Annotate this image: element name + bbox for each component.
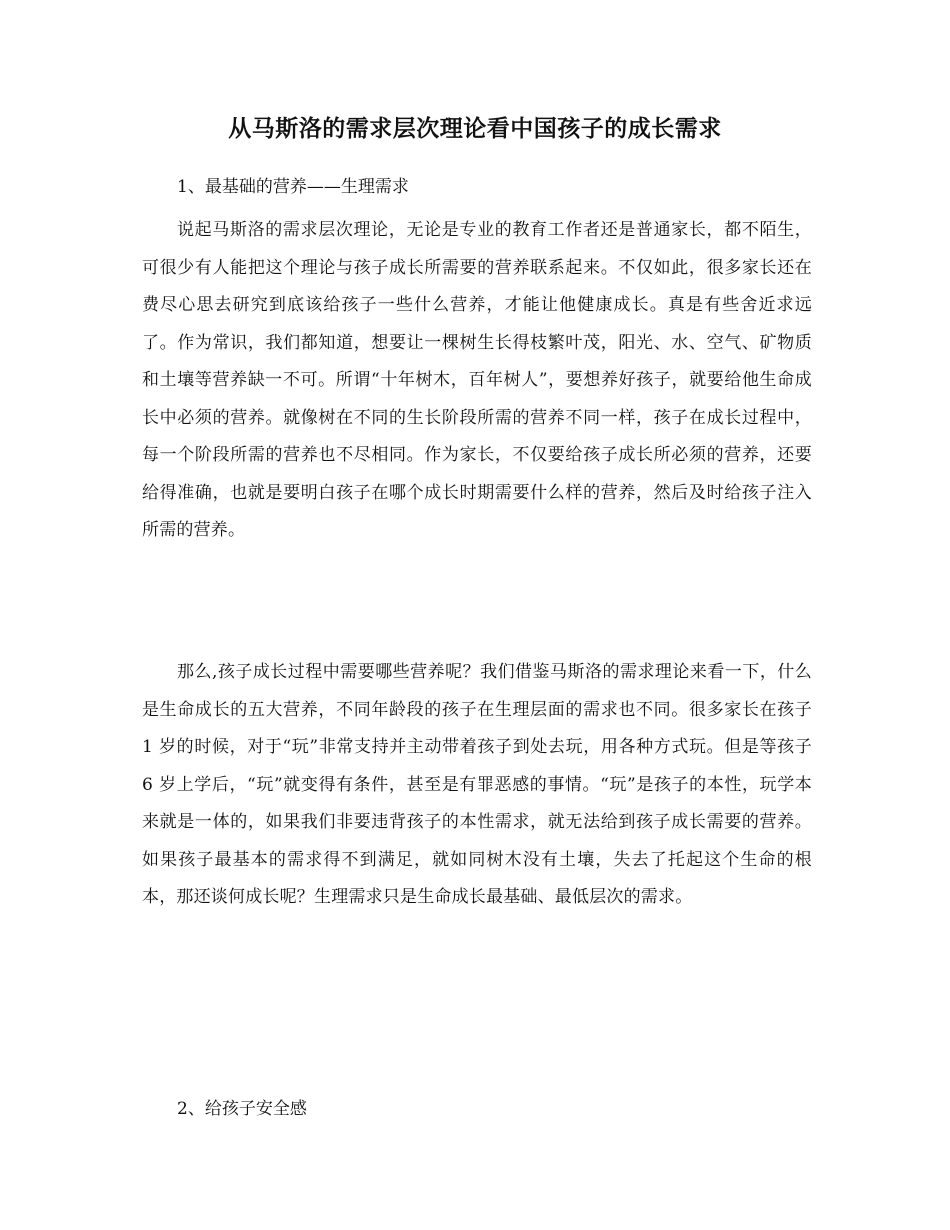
document-title: 从马斯洛的需求层次理论看中国孩子的成长需求 xyxy=(228,116,722,142)
paragraph-2: 那么,孩子成长过程中需要哪些营养呢？我们借鉴马斯洛的需求理论来看一下，什么是生命成长的五大营养，不同年龄段的孩子在生理层面的需求也不同。很多家长在孩子 1 岁的时候，对于“玩”非常支持并主动带着孩子到处去玩，用各种方式玩。但是等孩子 6 岁上学后，“玩”就变得有条件，甚至是有罪恶感的事情。“玩”是孩子的本性，玩学本来就是一体的，如果我们非要违背孩子的本性需求，就无法给到孩子成长需要的营养。如果孩子最基本的需求得不到满足，就如同树木没有土壤，失去了托起这个生命的根本，那还谈何成长呢？生理需求只是生命成长最基础、最低层次的需求。 xyxy=(142,662,812,907)
section-heading-2: 2、给孩子安全感 xyxy=(177,1099,307,1119)
paragraph-1: 说起马斯洛的需求层次理论，无论是专业的教育工作者还是普通家长，都不陌生，可很少有人能把这个理论与孩子成长所需要的营养联系起来。不仅如此，很多家长还在费尽心思去研究到底该给孩子一些什么营养，才能让他健康成长。真是有些舍近求远了。作为常识，我们都知道，想要让一棵树生长得枝繁叶茂，阳光、水、空气、矿物质和土壤等营养缺一不可。所谓“十年树木，百年树人”，要想养好孩子，就要给他生命成长中必须的营养。就像树在不同的生长阶段所需的营养不同一样，孩子在成长过程中，每一个阶段所需的营养也不尽相同。作为家长，不仅要给孩子成长所必须的营养，还要给得准确，也就是要明白孩子在哪个成长时期需要什么样的营养，然后及时给孩子注入所需的营养。 xyxy=(142,220,812,540)
section-heading-1: 1、最基础的营养——生理需求 xyxy=(177,177,409,197)
